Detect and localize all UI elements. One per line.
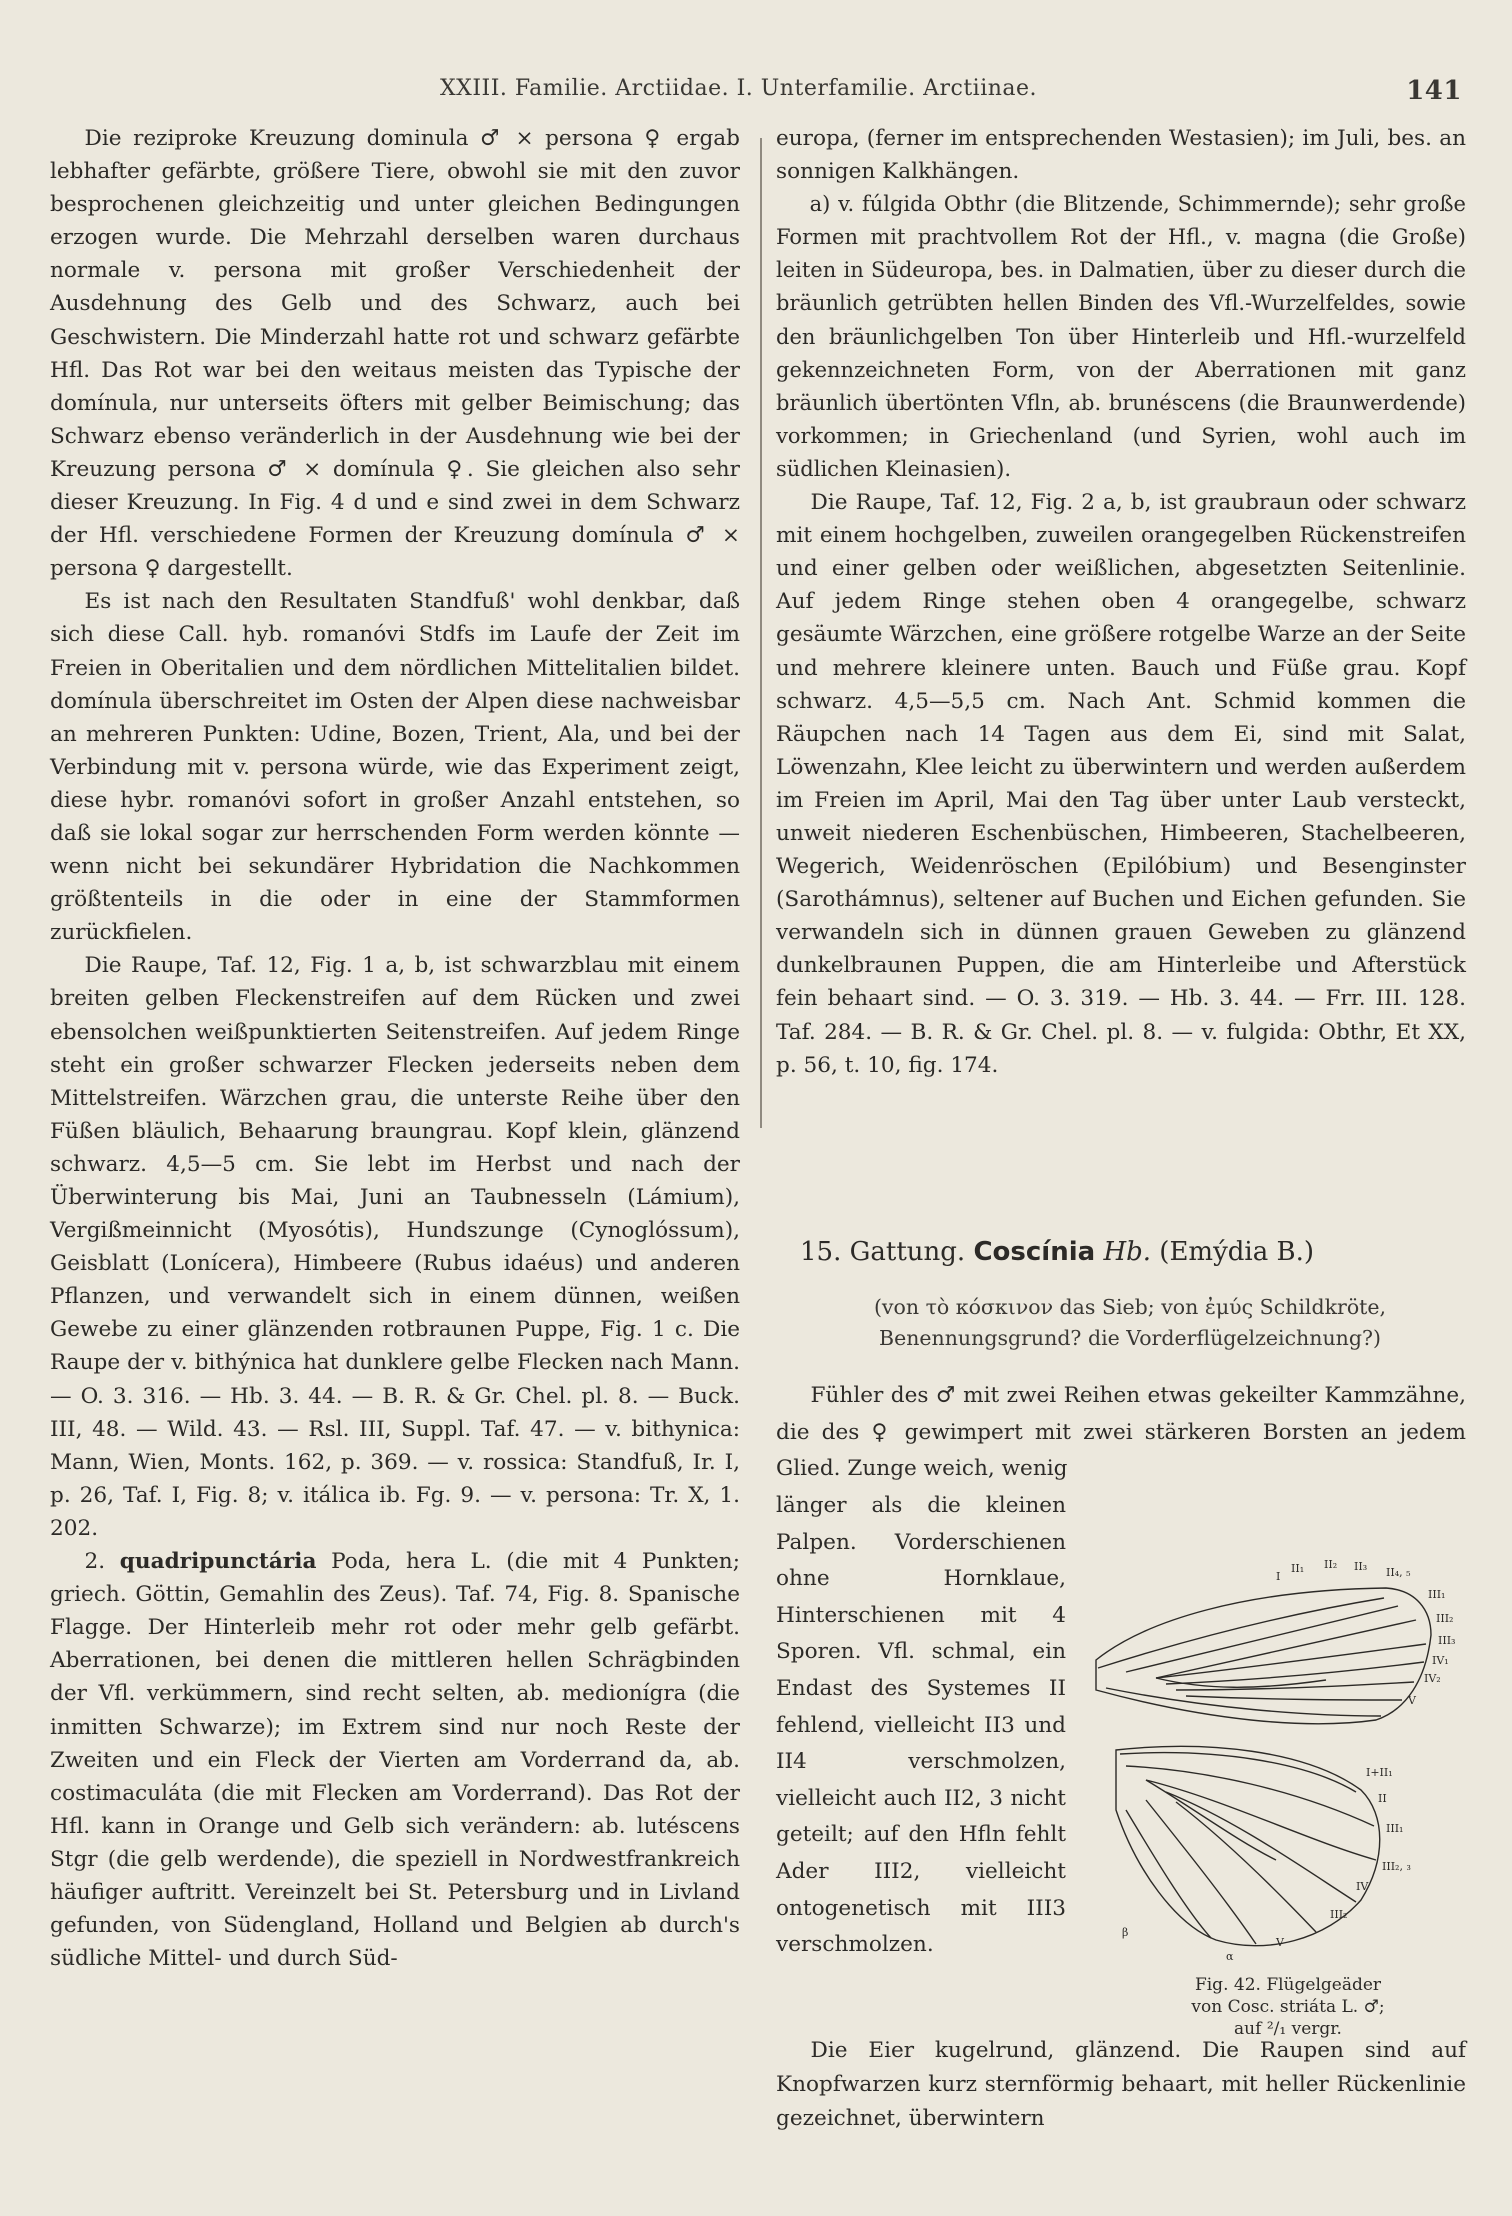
genus-number: 15. Gattung. (800, 1237, 966, 1267)
genus-intro-text: Fühler des ♂ mit zwei Reihen etwas gekeilter Kammzähne, die des ♀ gewimpert mit zwei stärkeren Borsten an jedem Glied. Zunge weich, wenig (776, 1383, 1466, 1482)
hindwing-vein-5 (1176, 1802, 1316, 1932)
paragraph-var-fulgida: a) v. fúlgida Obthr (die Blitzende, Schimmernde); sehr große Formen mit prachtvollem Rot der Hfl., v. magna (die Große) leiten in Südeuropa, bes. in Dalmatien, über zu dieser durch die bräunlich getrübten hellen Binden des Vfl.-Wurzelfeldes, sowie den bräunlichgelben Ton über Hinterleib und Hfl.-wurzelfeld gekennzeichneten Form, von der Aberrationen mit ganz bräunlich übertönten Vfln, ab. brunéscens (die Braunwerdende) vorkommen; in Griechenland (und Syrien, wohl auch im südlichen Kleinasien). (776, 192, 1466, 481)
caption-line-1: Fig. 42. Flügelgeäder (1194, 1975, 1382, 1995)
right-column (776, 122, 1466, 1082)
vein-label-9: IV₁ (1432, 1654, 1449, 1667)
vein-label-3: II₂ (1324, 1558, 1338, 1571)
paragraph-standfuss: Es ist nach den Resultaten Standfuß' wohl denkbar, daß sich diese Call. hyb. romanóvi Stdfs im Laufe der Zeit im Freien in Oberitalien und dem nördlichen Mittelitalien bildet. domínula überschreitet im Osten der Alpen diese nachweisbar an mehreren Punkten: Udine, Bozen, Trient, Ala, und bei der Verbindung mit v. persona würde, wie das Experiment zeigt, diese hybr. romanóvi sofort in großer Anzahl entstehen, so daß sie lokal sogar zur herrschenden Form werden könnte — wenn nicht bei sekundärer Hybridation die Nachkommen größtenteils in die oder in eine der Stammformen zurückfielen. (50, 589, 740, 946)
vein-label-19: α (1226, 1950, 1234, 1963)
forewing-vein-3 (1156, 1620, 1416, 1678)
page-number: 141 (1406, 76, 1462, 106)
hindwing-vein-4 (1166, 1792, 1356, 1902)
left-column (50, 122, 740, 1975)
caption-line-2: von Cosc. striáta L. ♂; (1191, 1997, 1385, 2017)
figure-caption (1108, 1974, 1468, 2040)
genus-description-text: länger als die kleinen Palpen. Vorderschienen ohne Hornklaue, Hinterschienen mit 4 Sporen. Vfl. schmal, ein Endast des Systemes II fehlend, vielleicht II3 und II4 verschmolzen, vielleicht auch II2, 3 nicht geteilt; auf den Hfln fehlt Ader III2, vielleicht ontogenetisch mit III3 verschmolzen. (776, 1493, 1066, 1958)
running-head (0, 70, 1512, 110)
vein-label-2: II₁ (1291, 1562, 1305, 1575)
genus-author: Hb. (1103, 1237, 1152, 1267)
species-number: 2. (84, 1549, 106, 1575)
caption-line-3: auf ²/₁ vergr. (1234, 2019, 1342, 2039)
forewing-vein-2 (1126, 1606, 1398, 1672)
wing-venation-drawing (1086, 1540, 1486, 1980)
hindwing-cell (1146, 1780, 1276, 1860)
genus-name: Coscínia (973, 1237, 1096, 1267)
vein-label-20: β (1122, 1926, 1129, 1939)
forewing-vein-4 (1156, 1644, 1426, 1678)
paragraph-quadripunctaria (50, 1545, 740, 1975)
genus-intro (776, 1378, 1466, 1488)
vein-label-6: III₁ (1428, 1588, 1446, 1601)
vein-label-7: III₂ (1436, 1612, 1454, 1625)
genus-synonym: (Emýdia B.) (1159, 1237, 1315, 1267)
vein-label-11: V (1408, 1694, 1416, 1707)
species-name: quadripunctária (119, 1549, 317, 1575)
paragraph-larva-quadripunctaria: Die Raupe, Taf. 12, Fig. 2 a, b, ist graubraun oder schwarz mit einem hochgelben, zuweilen orangegelben Rückenstreifen und einer gelben oder weißlichen, abgesetzten Seitenlinie. Auf jedem Ringe stehen oben 4 orangegelbe, schwarz gesäumte Wärzchen, eine größere rotgelbe Warze an der Seite und mehrere kleinere unten. Bauch und Füße grau. Kopf schwarz. 4,5—5,5 cm. Nach Ant. Schmid kommen die Räupchen nach 14 Tagen aus dem Ei, sind mit Salat, Löwenzahn, Klee leicht zu überwintern und werden außerdem im Freien im April, Mai den Tag über unter Laub versteckt, unweit niederen Eschenbüschen, Himbeeren, Stachelbeeren, Wegerich, Weidenröschen (Epilóbium) und Besenginster (Sarothámnus), seltener auf Buchen und Eichen gefunden. Sie verwandeln sich in dünnen grauen Geweben zu glänzend dunkelbraunen Puppen, die am Hinterleibe und Afterstück fein behaart sind. — O. 3. 319. — Hb. 3. 44. — Frr. III. 128. Taf. 284. — B. R. & Gr. Chel. pl. 8. — v. fulgida: Obthr, Et XX, p. 56, t. 10, fig. 174. (776, 490, 1466, 1078)
forewing-vein-8 (1106, 1688, 1381, 1716)
vein-label-17: III₂ (1330, 1908, 1348, 1921)
genus-eggs-larvae (776, 2034, 1466, 2136)
genus-etymology: (von τὸ κόσκινον das Sieb; von ἐμύς Schildkröte, Benennungsgrund? die Vorderflügelzeichnung?) (873, 1295, 1387, 1350)
genus-description (776, 1488, 1066, 1964)
vein-label-15: III₂, ₃ (1382, 1860, 1411, 1873)
vein-label-13: II (1378, 1792, 1387, 1805)
forewing-outline (1096, 1588, 1431, 1724)
vein-label-5: II₄, ₅ (1386, 1566, 1411, 1579)
vein-label-16: IV (1356, 1880, 1369, 1893)
vein-label-8: III₃ (1438, 1634, 1456, 1647)
hindwing-vein-3 (1146, 1780, 1376, 1860)
paragraph-distribution: europa, (ferner im entsprechenden Westasien); im Juli, bes. an sonnigen Kalkhängen. (776, 126, 1466, 185)
vein-label-18: V (1276, 1936, 1284, 1949)
running-title: XXIII. Familie. Arctiidae. I. Unterfamilie. Arctiinae. (440, 76, 1038, 101)
column-divider (760, 138, 762, 1128)
forewing-vein-7 (1186, 1696, 1402, 1700)
vein-label-12: I+II₁ (1366, 1766, 1393, 1779)
vein-label-1: I (1276, 1570, 1281, 1583)
genus-eggs-larvae-text: Die Eier kugelrund, glänzend. Die Raupen sind auf Knopfwarzen kurz sternförmig behaart, mit heller Rückenlinie gezeichnet, überwintern (776, 2038, 1466, 2131)
vein-label-4: II₃ (1354, 1560, 1368, 1573)
vein-label-10: IV₂ (1424, 1672, 1441, 1685)
species-text: Poda, hera L. (die mit 4 Punkten; griech. Göttin, Gemahlin des Zeus). Taf. 74, Fig. 8. Spanische Flagge. Der Hinterleib mehr rot oder mehr gelb gefärbt. Aberrationen, bei denen die mittleren hellen Schrägbinden der Vfl. verkümmern, sind recht selten, ab. medionígra (die inmitten Schwarze); im Extrem sind nur noch Reste der Zweiten und ein Fleck der Vierten am Vorderrand da, ab. costimaculáta (die mit Flecken am Vorderrand). Das Rot der Hfl. kann in Orange und Gelb sich verändern: ab. lutéscens Stgr (die gelb werdende), die speziell in Nordwestfrankreich häufiger auftritt. Vereinzelt bei St. Petersburg und in Livland gefunden, von Südengland, Holland und Belgien ab durch's südliche Mittel- und durch Süd- (50, 1549, 740, 1972)
wing-venation-figure (1086, 1540, 1486, 1980)
genus-heading (800, 1232, 1480, 1272)
vein-label-14: III₁ (1386, 1822, 1404, 1835)
paragraph-reciprocal-cross: Die reziproke Kreuzung dominula ♂ × persona ♀ ergab lebhafter gefärbte, größere Tiere, obwohl sie mit den zuvor besprochenen gleichzeitig und unter gleichen Bedingungen erzogen wurde. Die Mehrzahl derselben waren durchaus normale v. persona mit großer Verschiedenheit der Ausdehnung des Gelb und des Schwarz, auch bei Geschwistern. Die Minderzahl hatte rot und schwarz gefärbte Hfl. Das Rot war bei den weitaus meisten das Typische der domínula, nur unterseits öfters mit gelber Beimischung; das Schwarz ebenso veränderlich in der Ausdehnung wie bei der Kreuzung persona ♂ × domínula ♀. Sie gleichen also sehr dieser Kreuzung. In Fig. 4 d und e sind zwei in dem Schwarz der Hfl. verschiedene Formen der Kreuzung domínula ♂ × persona ♀ dargestellt. (50, 126, 740, 582)
paragraph-larva-dominula: Die Raupe, Taf. 12, Fig. 1 a, b, ist schwarzblau mit einem breiten gelben Fleckenstreifen auf dem Rücken und zwei ebensolchen weißpunktierten Seitenstreifen. Auf jedem Ringe steht ein großer schwarzer Flecken jederseits neben dem Mittelstreifen. Wärzchen grau, die unterste Reihe über den Füßen bläulich, Behaarung braungrau. Kopf klein, glänzend schwarz. 4,5—5 cm. Sie lebt im Herbst und nach der Überwinterung bis Mai, Juni an Taubnesseln (Lámium), Vergißmeinnicht (Myosótis), Hundszunge (Cynoglóssum), Geisblatt (Lonícera), Himbeere (Rubus idaéus) und anderen Pflanzen, und verwandelt sich in einem dünnen, weißen Gewebe zu einer glänzenden rotbraunen Puppe, Fig. 1 c. Die Raupe der v. bithýnica hat dunklere gelbe Flecken nach Mann. — O. 3. 316. — Hb. 3. 44. — B. R. & Gr. Chel. pl. 8. — Buck. III, 48. — Wild. 43. — Rsl. III, Suppl. Taf. 47. — v. bithynica: Mann, Wien, Monts. 162, p. 369. — v. rossica: Standfuß, Ir. I, p. 26, Taf. I, Fig. 8; v. itálica ib. Fg. 9. — v. persona: Tr. X, 1. 202. (50, 953, 740, 1541)
